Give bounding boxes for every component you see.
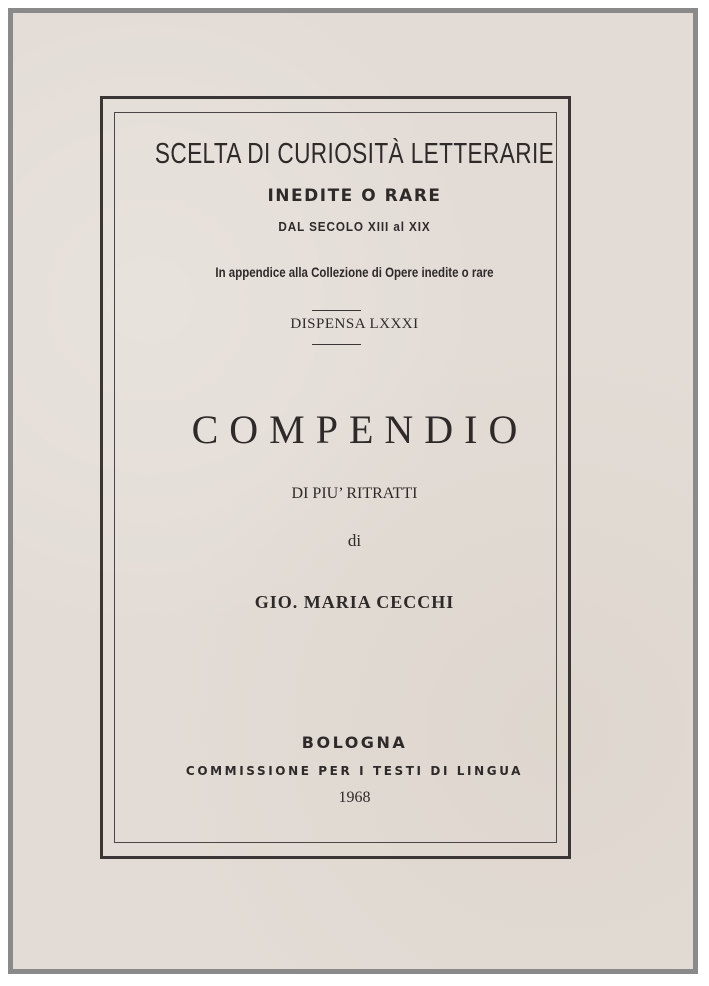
publisher-name: COMMISSIONE PER I TESTI DI LINGUA: [185, 764, 524, 778]
dispensa-number: DISPENSA LXXXI: [290, 316, 419, 332]
by-label: di: [347, 531, 362, 550]
author-name: GIO. MARIA CECCHI: [254, 592, 455, 612]
series-subtitle: INEDITE O RARE: [267, 186, 442, 206]
publication-city: BOLOGNA: [301, 733, 408, 752]
century-range: DAL SECOLO XIII al XIX: [278, 219, 431, 234]
appendix-note: In appendice alla Collezione di Opere inedite o rare: [215, 264, 494, 280]
divider-bottom: [312, 344, 361, 345]
book-title: COMPENDIO: [191, 407, 529, 452]
divider-top: [312, 310, 361, 311]
series-title: SCELTA DI CURIOSITÀ LETTERARIE: [154, 138, 555, 170]
publication-year: 1968: [338, 789, 371, 806]
book-subtitle: DI PIU’ RITRATTI: [291, 485, 418, 502]
